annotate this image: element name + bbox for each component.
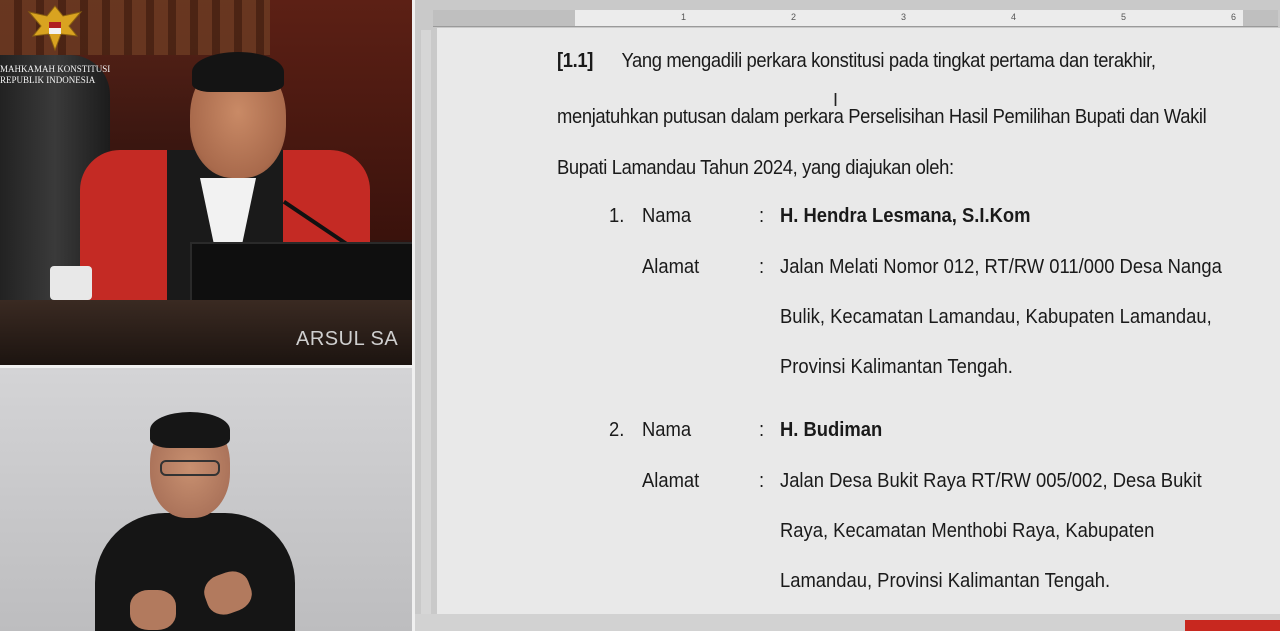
judge-hair <box>192 52 284 92</box>
garuda-emblem-icon <box>20 0 90 55</box>
party-1-name-label: Nama <box>642 205 692 227</box>
party-2-name-value: H. Budiman <box>780 419 883 441</box>
party-2-number: 2. <box>609 419 625 441</box>
interpreter-left-hand <box>130 590 176 630</box>
ruler-number: 1 <box>681 12 687 22</box>
institution-line2: REPUBLIK INDONESIA <box>0 75 96 85</box>
party-2-address-line-2: Raya, Kecamatan Menthobi Raya, Kabupaten <box>780 520 1155 542</box>
ruler-number: 4 <box>1011 12 1017 22</box>
party-1-name-value: H. Hendra Lesmana, S.I.Kom <box>780 205 1031 227</box>
document-bottom-bar <box>415 614 1280 631</box>
party-2-address-line-3: Lamandau, Provinsi Kalimantan Tengah. <box>780 570 1111 592</box>
vertical-ruler[interactable] <box>421 30 431 631</box>
interpreter-body <box>95 513 295 631</box>
ruler-number: 6 <box>1231 12 1237 22</box>
intro-line-2: menjatuhkan putusan dalam perkara Perselisihan Hasil Pemilihan Bupati dan Wakil <box>557 106 1207 128</box>
intro-text-1: Yang mengadili perkara konstitusi pada tingkat pertama dan terakhir, <box>621 50 1156 72</box>
party-2-address-colon: : <box>759 470 765 492</box>
party-2-name-colon: : <box>759 419 765 441</box>
interpreter-glasses <box>160 460 220 476</box>
judge-video-feed <box>0 0 412 365</box>
party-1-address-label: Alamat <box>642 256 700 278</box>
party-1-name-colon: : <box>759 205 765 227</box>
ruler-text-area <box>575 10 1243 26</box>
document-page[interactable] <box>437 28 1280 628</box>
section-number: [1.1] <box>557 50 593 72</box>
party-1-address-line-3: Provinsi Kalimantan Tengah. <box>780 356 1013 378</box>
party-2-address-line-1: Jalan Desa Bukit Raya RT/RW 005/002, Desa Bukit <box>780 470 1202 492</box>
broadcast-red-bar <box>1185 620 1280 631</box>
judge-nameplate: ARSUL SA <box>296 328 399 350</box>
tissue-box <box>50 266 92 300</box>
party-1-address-line-1: Jalan Melati Nomor 012, RT/RW 011/000 Desa Nanga <box>780 256 1222 278</box>
institution-label <box>0 64 140 86</box>
interpreter-hair <box>150 412 230 448</box>
institution-line1: MAHKAMAH KONSTITUSI <box>0 64 111 74</box>
ruler-number: 3 <box>901 12 907 22</box>
horizontal-ruler[interactable] <box>433 10 1278 27</box>
ruler-number: 5 <box>1121 12 1127 22</box>
document-viewer <box>415 0 1280 631</box>
intro-line-3: Bupati Lamandau Tahun 2024, yang diajukan oleh: <box>557 157 954 179</box>
party-2-name-label: Nama <box>642 419 692 441</box>
party-1-address-line-2: Bulik, Kecamatan Lamandau, Kabupaten Lamandau, <box>780 306 1212 328</box>
party-2-address-label: Alamat <box>642 470 700 492</box>
ruler-number: 2 <box>791 12 797 22</box>
text-cursor-icon: I <box>833 90 839 110</box>
intro-line-1 <box>557 50 1173 73</box>
party-1-number: 1. <box>609 205 625 227</box>
interpreter-video-feed <box>0 368 412 631</box>
party-1-address-colon: : <box>759 256 765 278</box>
